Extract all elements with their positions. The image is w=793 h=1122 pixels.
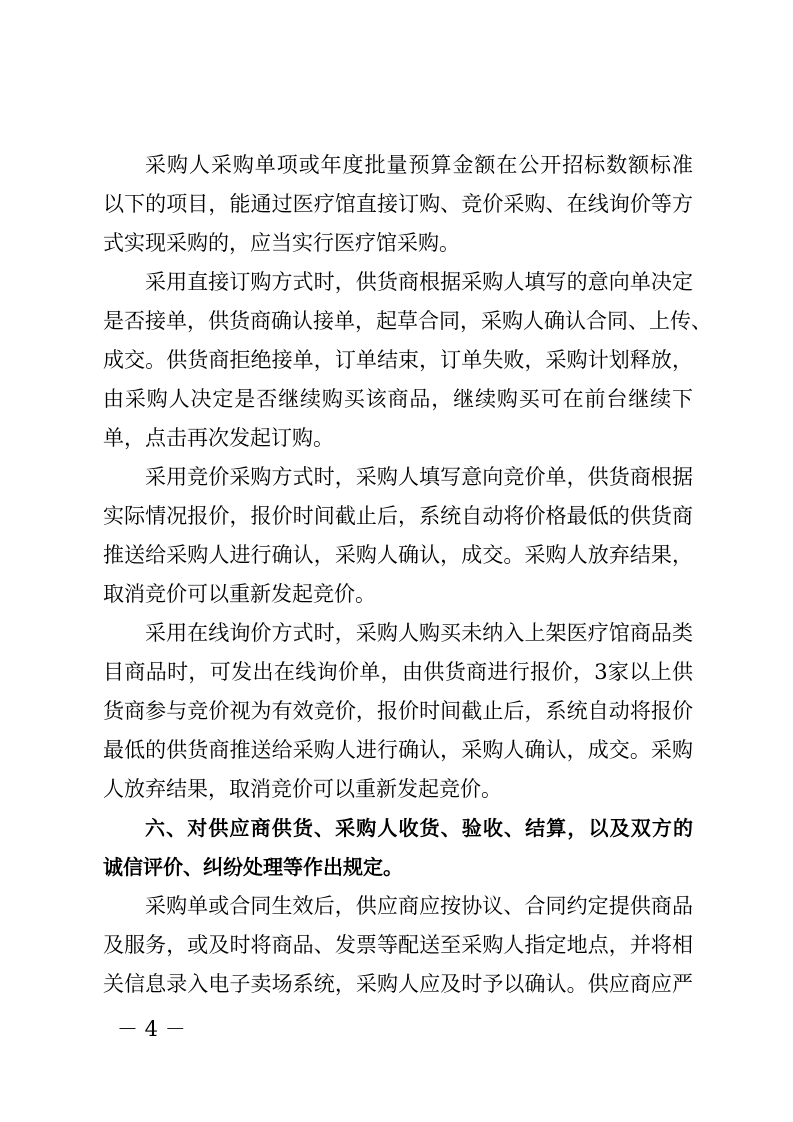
paragraph-4-line-5: 人放弃结果，取消竞价可以重新发起竞价。 (103, 777, 502, 801)
paragraph-2-line-3: 成交。供货商拒绝接单，订单结束，订单失败，采购计划释放， (103, 348, 693, 372)
paragraph-1-line-3: 式实现采购的，应当实行医疗馆采购。 (103, 231, 460, 255)
paragraph-2-line-5: 单，点击再次发起订购。 (103, 426, 334, 450)
paragraph-3-line-4: 取消竞价可以重新发起竞价。 (103, 582, 376, 606)
paragraph-4-line-2: 目商品时，可发出在线询价单，由供货商进行报价，3家以上供 (103, 660, 693, 684)
section-heading-line-1: 六、对供应商供货、采购人收货、验收、结算，以及双方的 (145, 816, 693, 840)
paragraph-1-line-1: 采购人采购单项或年度批量预算金额在公开招标数额标准 (145, 153, 693, 177)
paragraph-1-line-2: 以下的项目，能通过医疗馆直接订购、竞价采购、在线询价等方 (103, 192, 693, 216)
paragraph-4-line-3: 货商参与竞价视为有效竞价，报价时间截止后，系统自动将报价 (103, 699, 693, 723)
paragraph-6-line-3: 关信息录入电子卖场系统，采购人应及时予以确认。供应商应严 (103, 972, 693, 996)
paragraph-2-line-2: 是否接单，供货商确认接单，起草合同，采购人确认合同、上传、 (103, 309, 712, 333)
section-heading-line-2: 诚信评价、纠纷处理等作出规定。 (103, 855, 403, 879)
paragraph-4-line-1: 采用在线询价方式时，采购人购买未纳入上架医疗馆商品类 (145, 621, 693, 645)
paragraph-3-line-1: 采用竞价采购方式时，采购人填写意向竞价单，供货商根据 (145, 465, 693, 489)
paragraph-6-line-1: 采购单或合同生效后，供应商应按协议、合同约定提供商品 (145, 894, 693, 918)
paragraph-3-line-3: 推送给采购人进行确认，采购人确认，成交。采购人放弃结果， (103, 543, 693, 567)
paragraph-2-line-4: 由采购人决定是否继续购买该商品，继续购买可在前台继续下 (103, 387, 693, 411)
paragraph-6-line-2: 及服务，或及时将商品、发票等配送至采购人指定地点，并将相 (103, 933, 693, 957)
page-number: － 4 － (117, 1017, 186, 1041)
paragraph-3-line-2: 实际情况报价，报价时间截止后，系统自动将价格最低的供货商 (103, 504, 693, 528)
paragraph-2-line-1: 采用直接订购方式时，供货商根据采购人填写的意向单决定 (145, 270, 693, 294)
paragraph-4-line-4: 最低的供货商推送给采购人进行确认，采购人确认，成交。采购 (103, 738, 693, 762)
